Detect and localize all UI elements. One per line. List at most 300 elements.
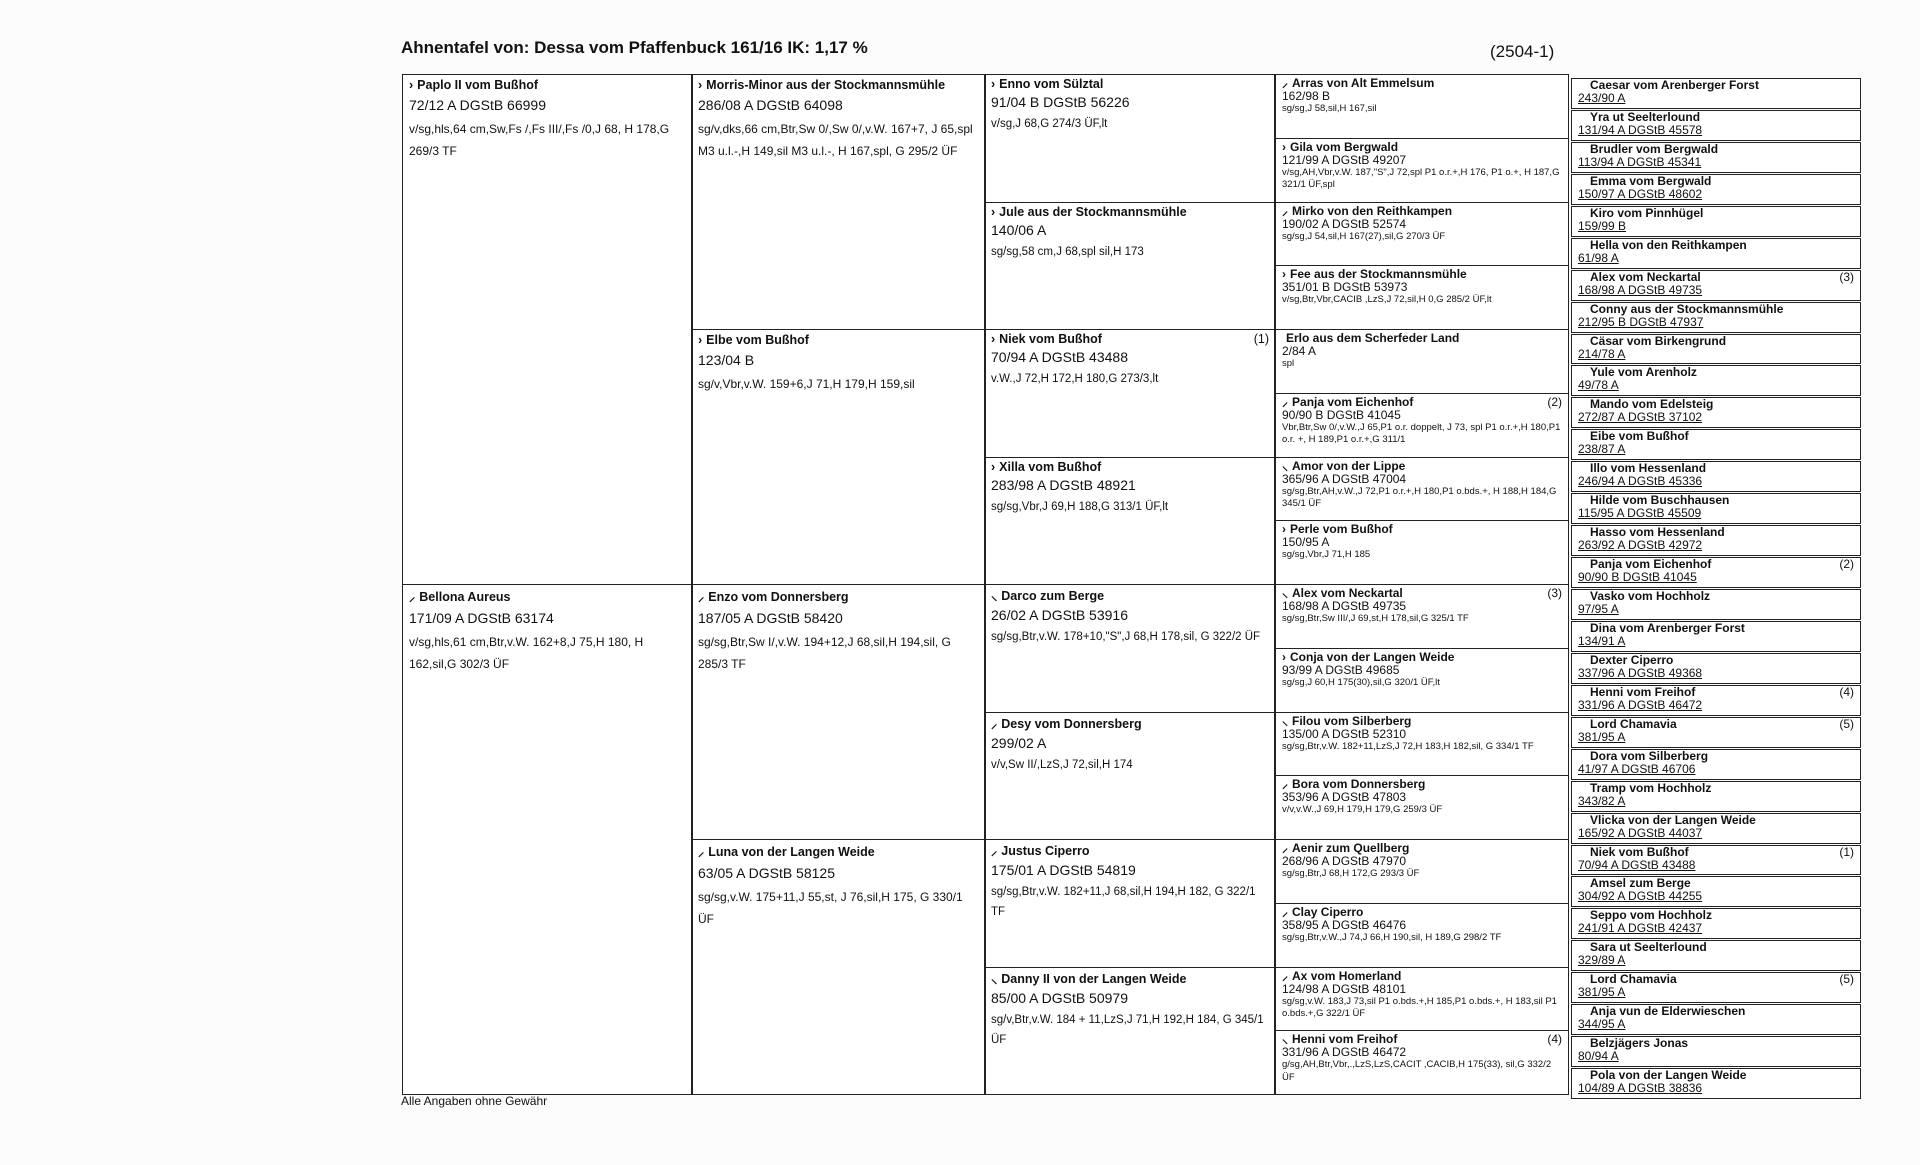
ancestor-name: Filou vom Silberberg [1292,713,1412,728]
registration-number: 343/82 A [1578,793,1626,808]
sex-marker-icon: ⸝ [1282,904,1289,919]
ancestor-name: Aenir zum Quellberg [1292,841,1410,855]
ancestor-name-row [1282,395,1562,409]
ancestor-name: Henni vom Freihof [1292,1032,1398,1047]
registration-number: 135/00 A DGStB 52310 [1282,726,1407,741]
registration-number: 70/94 A DGStB 43488 [1578,857,1696,872]
sex-marker-icon: ⸝ [409,590,416,604]
performance-details: sg/sg,Btr,v.W. 182+11,LzS,J 72,H 183,H 182,sil, G 334/1 TF [1282,740,1534,752]
ancestor-name: Illo vom Hessenland [1590,462,1707,476]
gen4-ancestor-cell [1275,457,1569,522]
gen4-ancestor-cell [1275,265,1569,330]
performance-details: v/sg,Btr,Vbr,CACIB ,LzS,J 72,sil,H 0,G 285/2 ÜF,lt [1282,294,1492,306]
gen2-ancestor-cell [692,584,985,840]
ancestor-name: Vlicka von der Langen Weide [1590,813,1756,827]
ancestor-name: Dexter Ciperro [1590,653,1674,667]
ancestor-name-row [991,587,1269,604]
registration-number: 63/05 A DGStB 58125 [698,865,835,881]
ancestor-name: Enzo vom Donnersberg [708,590,849,604]
gen5-ancestor-cell [1571,781,1861,812]
registration-number: 353/96 A DGStB 47803 [1282,790,1407,805]
performance-details: sg/sg,Btr,v.W. 182+11,J 68,sil,H 194,H 182, G 322/1 TF [991,886,1256,918]
inbreeding-index: (5) [1839,972,1854,987]
sex-marker-icon: › [409,78,414,92]
gen4-ancestor-cell [1275,202,1569,267]
sex-marker-icon: ⸝ [1282,777,1289,792]
registration-number: 243/90 A [1578,91,1626,105]
gen2-ancestor-cell [692,74,985,330]
gen5-ancestor-cell [1571,589,1861,620]
registration-number: 104/89 A DGStB 38836 [1578,1081,1703,1096]
registration-number: 134/91 A [1578,633,1626,648]
ancestor-name: Desy vom Donnersberg [1001,716,1142,731]
performance-details: v/sg,AH,Vbr,v.W. 187,"S",J 72,spl P1 o.r.+,H 176, P1 o.+, H 187,G 321/1 ÜF,spl [1282,166,1560,191]
ancestor-name: Enno vom Sülztal [999,77,1104,91]
sex-marker-icon: ⸜ [1282,586,1289,600]
ancestor-name-row [1282,76,1562,90]
ancestor-name: Kiro vom Pinnhügel [1590,206,1704,220]
registration-number: 41/97 A DGStB 46706 [1578,761,1696,776]
registration-number: 212/95 B DGStB 47937 [1578,314,1704,329]
sex-marker-icon: ⸝ [1282,394,1289,409]
ancestor-name-row [698,78,979,92]
ancestor-name: Justus Ciperro [1001,844,1090,858]
sex-marker-icon: ⸝ [698,590,705,604]
registration-number: 49/78 A [1578,378,1619,393]
gen1-ancestor-cell [402,74,692,585]
sex-marker-icon: › [991,77,996,91]
gen5-ancestor-cell [1571,972,1861,1003]
gen5-ancestor-cell [1571,1004,1861,1035]
registration-number: 85/00 A DGStB 50979 [991,989,1128,1006]
registration-number: 124/98 A DGStB 48101 [1282,981,1407,996]
performance-details: v/sg,hls,61 cm,Btr,v.W. 162+8,J 75,H 180, H 162,sil,G 302/3 ÜF [409,635,644,671]
gen5-ancestor-cell [1571,813,1861,844]
ancestor-name: Xilla vom Bußhof [999,459,1102,474]
ancestor-name: Alex vom Neckartal [1590,270,1701,284]
registration-number: 123/04 B [698,352,755,368]
ancestor-name: Morris-Minor aus der Stockmannsmühle [706,78,946,92]
ancestor-name-row [1578,846,1854,859]
registration-number: 283/98 A DGStB 48921 [991,476,1136,493]
ancestor-name-row [1578,335,1854,348]
ancestor-name: Elbe vom Bußhof [706,333,809,347]
gen4-ancestor-cell [1275,967,1569,1032]
sex-marker-icon: › [1282,522,1286,537]
gen5-ancestor-cell [1571,685,1861,716]
ancestor-name: Arras von Alt Emmelsum [1292,76,1435,90]
registration-number: 286/08 A DGStB 64098 [698,97,843,113]
sex-marker-icon: ⸝ [991,716,998,731]
registration-number: 238/87 A [1578,442,1626,457]
ancestor-name-row [1578,366,1854,379]
sex-marker-icon: ⸝ [1282,76,1289,90]
ancestor-name: Dina vom Arenberger Forst [1590,621,1745,635]
registration-number: 299/02 A [991,734,1047,751]
registration-number: 61/98 A [1578,250,1619,265]
registration-number: 2/84 A [1282,344,1317,358]
ancestor-name: Sara ut Seelterlound [1590,941,1707,955]
gen5-ancestor-cell [1571,110,1861,141]
ancestor-name: Yra ut Seelterlound [1590,110,1701,124]
registration-number: 72/12 A DGStB 66999 [409,97,546,113]
gen3-ancestor-cell [985,967,1275,1096]
ancestor-name-row [991,332,1269,346]
gen4-ancestor-cell [1275,138,1569,203]
registration-number: 91/04 B DGStB 56226 [991,94,1130,110]
gen4-ancestor-cell [1275,903,1569,968]
performance-details: sg/sg,Btr,Sw I/,v.W. 194+12,J 68,sil,H 194,sil, G 285/3 TF [698,635,951,671]
ancestor-name: Mando vom Edelsteig [1590,398,1714,412]
sex-marker-icon: › [1282,139,1286,154]
registration-number: 26/02 A DGStB 53916 [991,607,1128,623]
registration-number: 115/95 A DGStB 45509 [1578,506,1702,521]
gen5-ancestor-cell [1571,845,1861,876]
gen3-ancestor-cell [985,74,1275,203]
ancestor-name-row [1578,622,1854,635]
ancestor-name: Pola von der Langen Weide [1590,1069,1747,1083]
ancestor-name: Panja vom Eichenhof [1292,394,1414,409]
gen5-ancestor-cell [1571,270,1861,301]
performance-details: sg/sg,v.W. 175+11,J 55,st, J 76,sil,H 175, G 330/1 ÜF [698,890,963,926]
ancestor-name: Emma vom Bergwald [1590,174,1712,188]
registration-number: 168/98 A DGStB 49735 [1282,599,1407,613]
ancestor-name-row [409,78,685,92]
gen4-ancestor-cell [1275,520,1569,585]
sex-marker-icon: ⸝ [1282,203,1289,218]
performance-details: Vbr,Btr,Sw 0/,v.W.,J 65,P1 o.r. doppelt, J 73, spl P1 o.r.+,H 180,P1 o.r. +, H 189,P1 o.r.+,G 311/1 [1282,421,1561,446]
gen5-ancestor-cell [1571,525,1861,556]
ancestor-name-row [1578,111,1854,124]
ancestor-name-row [1578,143,1854,156]
gen5-ancestor-cell [1571,908,1861,939]
ancestor-name-row [698,333,979,347]
gen5-ancestor-cell [1571,206,1861,237]
performance-details: v/sg,J 68,G 274/3 ÜF,lt [991,118,1108,130]
inbreeding-index: (5) [1839,716,1854,731]
inbreeding-index: (1) [1253,332,1269,346]
performance-details: sg/sg,Btr,AH,v.W.,J 72,P1 o.r.+,H 180,P1 o.bds.+, H 188,H 184,G 345/1 ÜF [1282,485,1557,509]
ancestor-name-row [1578,590,1854,603]
performance-details: sg/sg,Btr,Sw III/,J 69,st,H 178,sil,G 325/1 TF [1282,613,1469,624]
registration-number: 162/98 B [1282,89,1331,103]
ancestor-name: Paplo II vom Bußhof [417,78,539,92]
ancestor-name: Vasko vom Hochholz [1590,590,1711,603]
gen4-ancestor-cell [1275,775,1569,840]
ancestor-name-row [1282,267,1562,281]
performance-details: sg/sg,J 54,sil,H 167(27),sil,G 270/3 ÜF [1282,230,1446,242]
sex-marker-icon: › [1282,649,1286,664]
ancestor-name: Danny II von der Langen Weide [1001,971,1187,986]
ancestor-name: Tramp vom Hochholz [1590,781,1712,795]
registration-number: 171/09 A DGStB 63174 [409,610,554,626]
gen5-ancestor-cell [1571,78,1861,109]
ancestor-name: Anja vun de Elderwieschen [1590,1005,1746,1019]
registration-number: 331/96 A DGStB 46472 [1282,1045,1407,1060]
ancestor-name: Mirko von den Reithkampen [1292,203,1453,218]
registration-number: 159/99 B [1578,218,1627,233]
registration-number: 175/01 A DGStB 54819 [991,862,1136,878]
ancestor-name: Cäsar vom Birkengrund [1590,334,1727,348]
registration-number: 131/94 A DGStB 45578 [1578,122,1703,137]
registration-number: 337/96 A DGStB 49368 [1578,665,1703,680]
ancestor-name-row [1578,654,1854,667]
registration-number: 272/87 A DGStB 37102 [1578,410,1703,425]
gen3-ancestor-cell [985,457,1275,586]
performance-details: v/sg,hls,64 cm,Sw,Fs /,Fs III/,Fs /0,J 68, H 178,G 269/3 TF [409,122,670,158]
ancestor-name: Dora vom Silberberg [1590,749,1709,763]
ancestor-name: Clay Ciperro [1292,904,1364,919]
ancestor-name: Caesar vom Arenberger Forst [1590,79,1759,92]
ancestor-name-row [1578,750,1854,763]
registration-number: 93/99 A DGStB 49685 [1282,662,1400,677]
registration-number: 241/91 A DGStB 42437 [1578,921,1703,936]
ancestor-name: Yule vom Arenholz [1590,366,1697,380]
ancestor-name: Hella von den Reithkampen [1590,238,1747,252]
inbreeding-index: (2) [1839,557,1854,572]
registration-number: 187/05 A DGStB 58420 [698,610,843,626]
performance-details: sg/sg,Vbr,J 69,H 188,G 313/1 ÜF,lt [991,500,1169,513]
performance-details: sg/sg,Btr,J 68,H 172,G 293/3 ÜF [1282,868,1420,879]
gen3-ancestor-cell [985,712,1275,841]
ancestor-name-row [1282,777,1562,791]
ancestor-name-row [1578,207,1854,220]
gen5-ancestor-cell [1571,876,1861,907]
sex-marker-icon: ⸜ [1282,458,1289,473]
ancestor-name: Niek vom Bußhof [999,332,1102,346]
sex-marker-icon: ⸝ [991,844,998,858]
gen4-ancestor-cell [1275,329,1569,394]
ancestor-name-row [1282,140,1562,154]
ancestor-name: Ax vom Homerland [1292,968,1402,983]
gen3-ancestor-cell [985,584,1275,713]
gen5-ancestor-cell [1571,365,1861,396]
gen3-ancestor-cell [985,202,1275,331]
performance-details: sg/v,Btr,v.W. 184 + 11,LzS,J 71,H 192,H 184, G 345/1 ÜF [991,1013,1264,1046]
ancestor-name: Henni vom Freihof [1590,685,1696,699]
ancestor-name-row [991,842,1269,859]
registration-number: 268/96 A DGStB 47970 [1282,854,1407,868]
sex-marker-icon: › [698,78,703,92]
gen4-ancestor-cell [1275,648,1569,713]
ancestor-name: Panja vom Eichenhof [1590,558,1712,572]
registration-number: 150/97 A DGStB 48602 [1578,186,1703,201]
gen5-ancestor-cell [1571,397,1861,428]
gen5-ancestor-cell [1571,1068,1861,1099]
ancestor-name: Perle vom Bußhof [1290,522,1393,537]
ancestor-name: Bora vom Donnersberg [1292,777,1426,792]
performance-details: sg/v,dks,66 cm,Btr,Sw 0/,Sw 0/,v.W. 167+7, J 65,spl M3 u.l.-,H 149,sil M3 u.l.-, H 167,spl, G 295/2 ÜF [698,122,973,158]
gen4-ancestor-cell [1275,712,1569,777]
sex-marker-icon: ⸝ [1282,968,1289,983]
ancestor-name-row [991,77,1269,91]
performance-details: sg/sg,J 60,H 175(30),sil,G 320/1 ÜF,lt [1282,676,1440,688]
inbreeding-index: (1) [1839,844,1854,859]
gen5-ancestor-cell [1571,717,1861,748]
gen5-ancestor-cell [1571,238,1861,269]
inbreeding-index: (3) [1547,586,1562,600]
sex-marker-icon: › [991,459,996,474]
performance-details: sg/sg,58 cm,J 68,spl sil,H 173 [991,245,1144,258]
registration-number: 344/95 A [1578,1017,1626,1032]
registration-number: 365/96 A DGStB 47004 [1282,471,1407,486]
gen2-ancestor-cell [692,839,985,1095]
registration-number: 246/94 A DGStB 45336 [1578,474,1703,489]
ancestor-name: Luna von der Langen Weide [708,845,875,859]
registration-number: 80/94 A [1578,1049,1619,1064]
registration-number: 351/01 B DGStB 53973 [1282,280,1408,295]
ancestor-name-row [1578,239,1854,252]
gen4-ancestor-cell [1275,1030,1569,1095]
ancestor-name: Belzjägers Jonas [1590,1037,1689,1051]
ancestor-name: Erlo aus dem Scherfeder Land [1286,331,1460,345]
registration-number: 165/92 A DGStB 44037 [1578,825,1703,840]
ancestor-name-row [409,588,685,605]
inbreeding-index: (4) [1839,684,1854,699]
sex-marker-icon: › [698,333,703,347]
gen3-ancestor-cell [985,839,1275,968]
registration-number: 331/96 A DGStB 46472 [1578,697,1703,712]
ancestor-name: Fee aus der Stockmannsmühle [1290,267,1467,282]
gen3-ancestor-cell [985,329,1275,458]
gen5-ancestor-cell [1571,653,1861,684]
performance-details: sg/v,Vbr,v.W. 159+6,J 71,H 179,H 159,sil [698,377,915,391]
registration-number: 113/94 A DGStB 45341 [1578,154,1702,169]
performance-details: v/v,v.W.,J 69,H 179,H 179,G 259/3 ÜF [1282,804,1443,816]
ancestor-name: Hilde vom Buschhausen [1590,494,1730,508]
ancestor-name: Seppo vom Hochholz [1590,909,1713,923]
gen5-ancestor-cell [1571,174,1861,205]
gen4-ancestor-cell [1275,584,1569,649]
registration-number: 190/02 A DGStB 52574 [1282,216,1407,231]
ancestor-name: Eibe vom Bußhof [1590,430,1689,444]
disclaimer: Alle Angaben ohne Gewähr [401,1094,548,1108]
ancestor-name-row [991,715,1269,732]
registration-number: 381/95 A [1578,729,1626,744]
performance-details: sg/sg,v.W. 183,J 73,sil P1 o.bds.+,H 185,P1 o.bds.+, H 183,sil P1 o.bds.+,G 322/1 ÜF [1282,995,1557,1019]
sex-marker-icon: ⸜ [1282,713,1289,728]
ancestor-name-row [698,843,979,860]
sex-marker-icon: ⸜ [991,971,998,986]
sex-marker-icon: › [991,204,996,219]
registration-number: 90/90 B DGStB 41045 [1578,570,1697,585]
registration-number: 97/95 A [1578,602,1619,616]
gen5-ancestor-cell [1571,334,1861,365]
ancestor-name-row [1282,905,1562,919]
registration-number: 70/94 A DGStB 43488 [991,349,1128,365]
gen4-ancestor-cell [1275,74,1569,139]
performance-details: sg/sg,Vbr,J 71,H 185 [1282,549,1371,561]
ancestor-name-row [1578,303,1854,316]
ancestor-name-row [1578,814,1854,827]
document-code: (2504-1) [1490,42,1555,61]
ancestor-name: Lord Chamavia [1590,717,1677,731]
ancestor-name: Bellona Aureus [419,590,511,604]
ancestor-name: Amor von der Lippe [1292,458,1406,473]
ancestor-name-row [1578,718,1854,731]
ancestor-name-row [1282,969,1562,983]
performance-details: v.W.,J 72,H 172,H 180,G 273/3,lt [991,373,1159,385]
inbreeding-index: (3) [1839,269,1854,284]
page-title: Ahnentafel von: Dessa vom Pfaffenbuck 161/16 IK: 1,17 % [401,38,868,57]
inbreeding-index: (2) [1547,394,1562,409]
ancestor-name-row [1578,175,1854,188]
ancestor-name-row [1282,1032,1562,1046]
registration-number: 214/78 A [1578,346,1626,361]
registration-number: 140/06 A [991,221,1047,238]
gen5-ancestor-cell [1571,749,1861,780]
registration-number: 358/95 A DGStB 46476 [1282,917,1407,932]
sex-marker-icon: › [1282,267,1286,282]
ancestor-name-row [1578,1037,1854,1050]
registration-number: 121/99 A DGStB 49207 [1282,152,1407,167]
registration-number: 168/98 A DGStB 49735 [1578,282,1703,297]
registration-number: 329/89 A [1578,953,1626,968]
performance-details: v/v,Sw II/,LzS,J 72,sil,H 174 [991,758,1133,771]
registration-number: 150/95 A [1282,535,1330,550]
ancestor-name: Darco zum Berge [1001,589,1105,603]
ancestor-name-row [1282,331,1562,345]
gen5-ancestor-cell [1571,142,1861,173]
ancestor-name-row [991,460,1269,474]
ancestor-name-row [1282,650,1562,664]
ancestor-name: Niek vom Bußhof [1590,845,1689,859]
ancestor-name: Gila vom Bergwald [1290,139,1399,154]
performance-details: g/sg,AH,Btr,Vbr,.,LzS,LzS,CACIT ,CACIB,H 175(33), sil,G 332/2 ÜF [1282,1059,1552,1083]
gen5-ancestor-cell [1571,940,1861,971]
registration-number: 381/95 A [1578,985,1626,1000]
ancestor-name-row [1578,782,1854,795]
registration-number: 304/92 A DGStB 44255 [1578,889,1703,904]
ancestor-name-row [698,588,979,605]
gen5-ancestor-cell [1571,621,1861,652]
ancestor-name-row [991,970,1269,987]
ancestor-name: Hasso vom Hessenland [1590,526,1725,540]
gen1-ancestor-cell [402,584,692,1095]
ancestor-name-row [1282,204,1562,218]
ancestor-name: Amsel zum Berge [1590,877,1691,891]
gen5-ancestor-cell [1571,302,1861,333]
ancestor-name-row [991,205,1269,219]
performance-details: sg/sg,Btr,v.W.,J 74,J 66,H 190,sil, H 189,G 298/2 TF [1282,931,1502,943]
ancestor-name-row [1282,459,1562,473]
ancestor-name: Jule aus der Stockmannsmühle [999,204,1187,219]
ancestor-name: Lord Chamavia [1590,973,1677,987]
performance-details: sg/sg,Btr,v.W. 178+10,"S",J 68,H 178,sil, G 322/2 ÜF [991,631,1261,643]
gen5-ancestor-cell [1571,493,1861,524]
gen4-ancestor-cell [1275,839,1569,904]
ancestor-name-row [1578,686,1854,699]
gen4-ancestor-cell [1275,393,1569,458]
ancestor-name-row [1578,271,1854,284]
gen5-ancestor-cell [1571,461,1861,492]
ancestor-name: Brudler vom Bergwald [1590,142,1719,156]
inbreeding-index: (4) [1547,1032,1562,1047]
sex-marker-icon: ⸜ [1282,1032,1289,1047]
ancestor-name: Alex vom Neckartal [1292,586,1403,600]
sex-marker-icon: ⸝ [698,845,705,859]
ancestor-name-row [1282,522,1562,536]
sex-marker-icon: ⸝ [1282,841,1289,855]
ancestor-name-row [1282,841,1562,855]
ancestor-name: Conja von der Langen Weide [1290,649,1455,664]
gen5-ancestor-cell [1571,557,1861,588]
performance-details: sg/sg,J 58,sil,H 167,sil [1282,103,1377,114]
gen5-ancestor-cell [1571,429,1861,460]
performance-details: spl [1282,358,1295,369]
ancestor-name-row [1282,714,1562,728]
ancestor-name-row [1282,586,1562,600]
